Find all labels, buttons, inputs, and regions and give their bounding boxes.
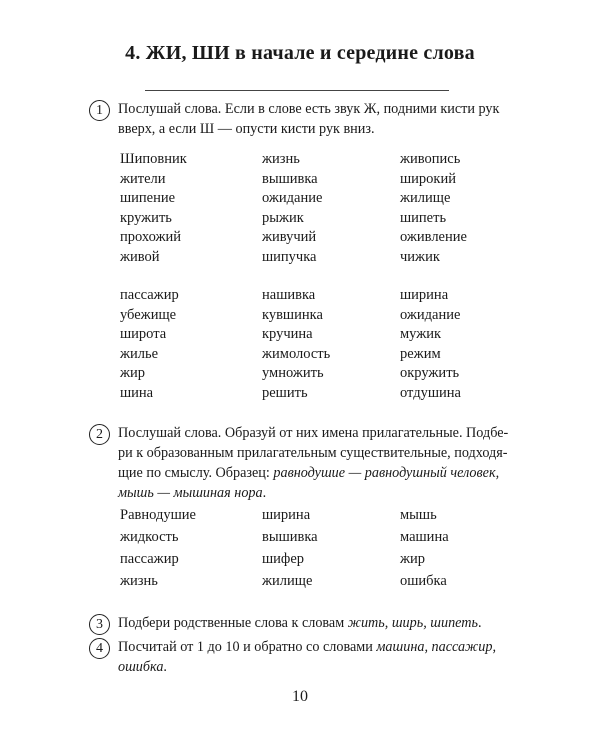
task-2-line-3: щие по смыслу. Образец: равнодушие — равнодушный человек, <box>118 465 500 481</box>
task-1-text <box>118 99 558 139</box>
task-number-1: 1 <box>89 100 110 121</box>
word-item: чижик <box>400 249 440 265</box>
word-item: живопись <box>400 151 461 167</box>
word-item: мужик <box>400 326 442 343</box>
word-item: умножить <box>262 365 324 382</box>
word-item: пассажир <box>120 551 179 567</box>
task-4-text: Посчитай от 1 до 10 и обратно со словами машина, пассажир, ошибка. <box>118 639 496 675</box>
word-item: ошибка <box>400 573 447 589</box>
word-item: убежище <box>120 306 177 323</box>
word-item: живучий <box>262 229 317 246</box>
word-item: шифер <box>262 551 305 567</box>
task-2-line-2: ри к образованным прилагательным существительные, подходя- <box>118 445 508 461</box>
word-item: жир <box>120 365 146 382</box>
task-4-words-1: машина, пассажир, <box>376 639 496 655</box>
word-item: режим <box>400 345 441 362</box>
word-item: ожидание <box>262 190 323 207</box>
word-item: вышивка <box>262 529 318 545</box>
word-item: кручина <box>262 326 313 343</box>
word-item: ширина <box>400 287 449 303</box>
word-item: вышивка <box>262 170 318 187</box>
word-item: решить <box>262 385 308 401</box>
word-item: широта <box>120 326 167 343</box>
word-item: мышь <box>400 507 437 523</box>
word-item: жизнь <box>120 573 158 589</box>
word-item: жир <box>400 551 426 567</box>
word-item: Равнодушие <box>120 507 196 523</box>
word-item: окружить <box>400 365 460 382</box>
word-item: жидкость <box>120 529 179 545</box>
task-2-text <box>118 423 563 503</box>
title-underline <box>145 90 449 91</box>
word-item: ожидание <box>400 306 461 323</box>
task-3-words: жить, ширь, шипеть <box>347 615 478 631</box>
word-item: кружить <box>120 209 172 226</box>
word-item: широкий <box>400 170 456 187</box>
section-title: 4. ЖИ, ШИ в начале и середине слова <box>125 42 475 64</box>
word-item: Шиповник <box>120 151 187 167</box>
word-item: шипучка <box>262 249 317 265</box>
task-2-example-1: равнодушие — равнодушный человек, <box>273 465 500 481</box>
word-item: отдушина <box>400 385 461 401</box>
task-2-line-1: Послушай слова. Образуй от них имена прилагательные. Подбе- <box>118 425 509 441</box>
word-item: шипение <box>120 190 176 207</box>
word-item: нашивка <box>262 287 316 303</box>
word-item: живой <box>120 249 160 265</box>
word-item: ширина <box>262 507 311 523</box>
word-item: жизнь <box>262 151 300 167</box>
word-item: рыжик <box>262 209 304 226</box>
word-item: машина <box>400 529 449 545</box>
word-item: оживление <box>400 229 467 246</box>
word-item: шина <box>120 385 154 401</box>
task-number-2: 2 <box>89 424 110 445</box>
page-number: 10 <box>292 688 308 705</box>
word-item: прохожий <box>120 229 182 246</box>
word-item: шипеть <box>400 209 447 226</box>
task-number-4: 4 <box>89 638 110 659</box>
word-item: кувшинка <box>262 306 323 323</box>
word-item: жилище <box>400 190 451 207</box>
word-item: жилье <box>120 345 159 362</box>
word-item: жители <box>120 170 166 187</box>
task-4-words-2: ошибка <box>118 659 164 675</box>
task-3-text: Подбери родственные слова к словам жить, ширь, шипеть. <box>118 615 482 631</box>
word-item: пассажир <box>120 287 179 303</box>
task-2-line-4: мышь — мышиная нора. <box>118 485 267 501</box>
task-1-line-1: Послушай слова. Если в слове есть звук Ж, подними кисти рук <box>118 101 500 117</box>
task-1-line-2: вверх, а если Ш — опусти кисти рук вниз. <box>118 121 375 137</box>
task-2-example-2: мышь — мышиная нора <box>118 485 263 501</box>
word-item: жилище <box>262 573 313 589</box>
task-number-3: 3 <box>89 614 110 635</box>
word-item: жимолость <box>262 345 331 362</box>
